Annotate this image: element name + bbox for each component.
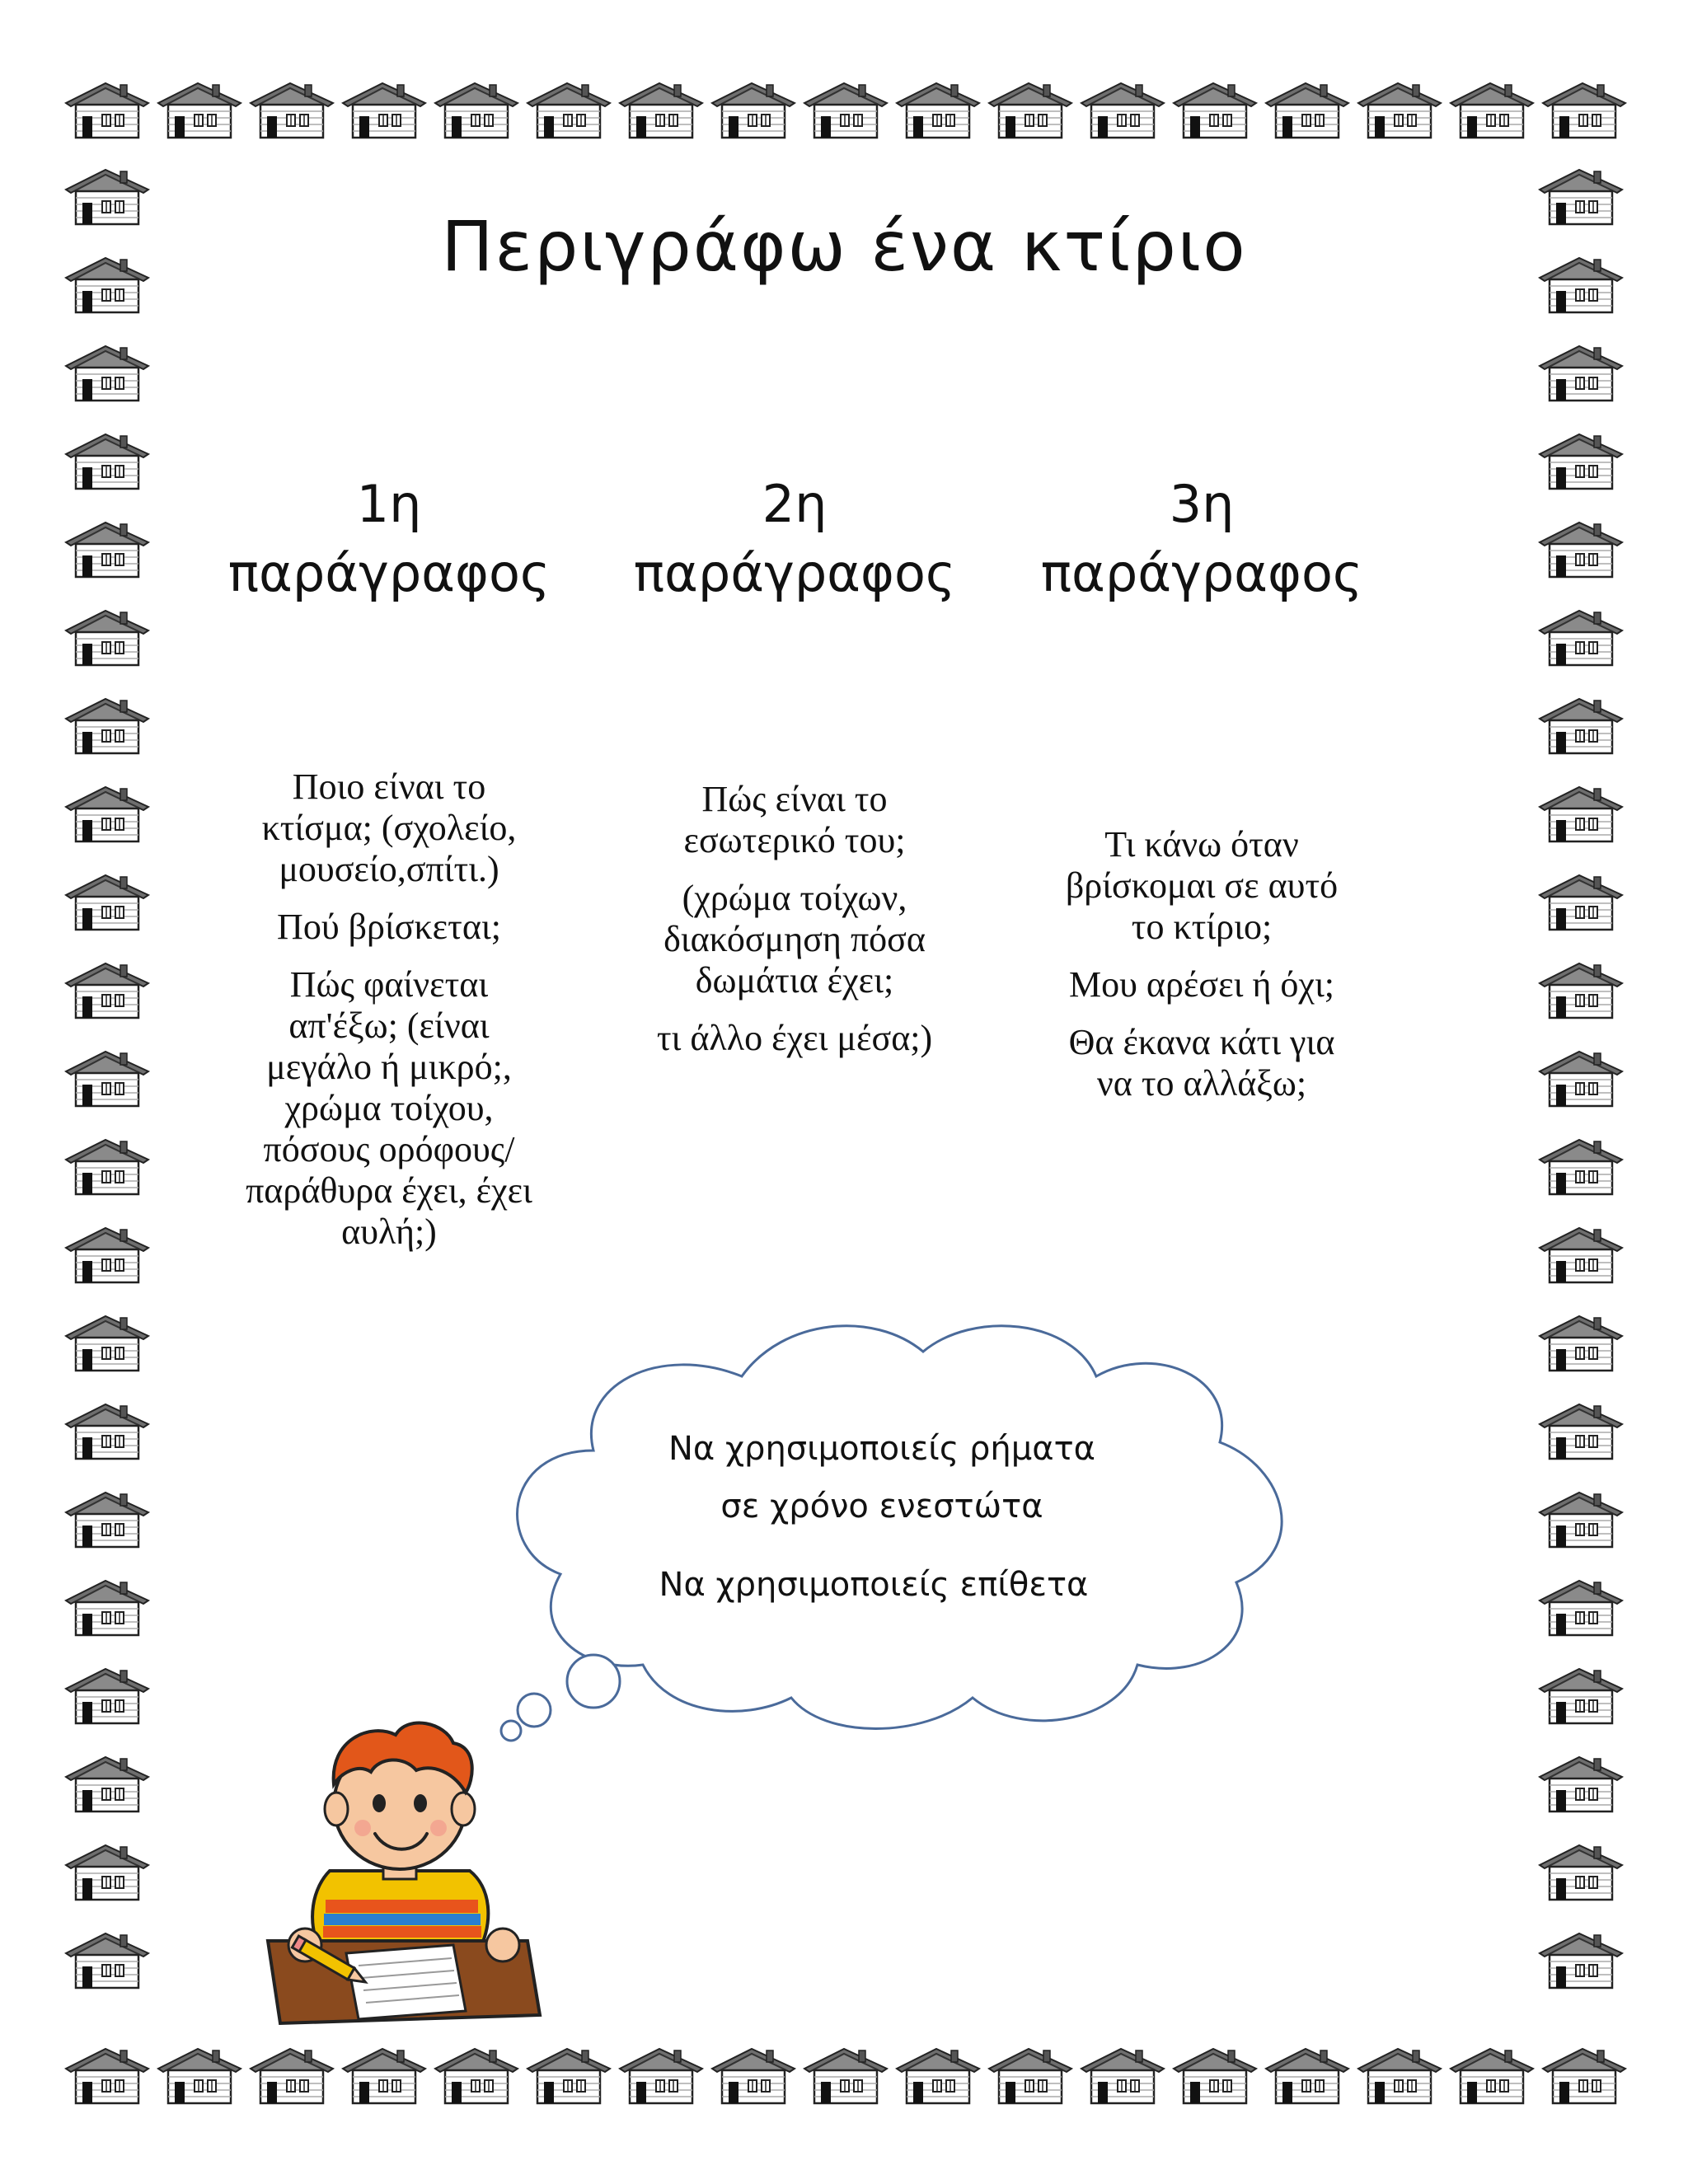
column-2-prompts <box>654 779 935 1076</box>
house-icon <box>66 1933 148 1988</box>
house-icon <box>620 2049 702 2103</box>
house-icon <box>158 83 241 138</box>
page-title: Περιγράφω ένα κτίριο <box>441 206 1247 287</box>
house-icon <box>66 83 148 138</box>
house-icon <box>158 2049 241 2103</box>
house-icon <box>1540 1052 1622 1106</box>
house-icon <box>1540 1228 1622 1282</box>
house-icon <box>897 2049 979 2103</box>
boy-writing-icon <box>256 1706 552 2027</box>
house-icon <box>989 83 1071 138</box>
prompt-text: Τι κάνω όταν βρίσκομαι σε αυτό το κτίριο; <box>1065 824 1339 947</box>
paragraph-label: παράγραφος <box>227 543 551 603</box>
house-icon <box>1174 2049 1256 2103</box>
house-icon <box>1540 1757 1622 1811</box>
bubble-line-3: Να χρησιμοποιείς επίθετα <box>659 1566 1089 1604</box>
house-icon <box>66 1757 148 1811</box>
house-icon <box>1081 2049 1164 2103</box>
paragraph-heading-1 <box>208 470 570 608</box>
house-icon <box>1540 1581 1622 1635</box>
house-icon <box>1081 83 1164 138</box>
column-1-prompts <box>241 766 537 1269</box>
thought-bubble <box>495 1310 1319 1755</box>
paragraph-number: 3η <box>1169 474 1235 534</box>
house-icon <box>1358 83 1441 138</box>
house-icon <box>66 1581 148 1635</box>
house-icon <box>435 2049 518 2103</box>
paragraph-heading-2 <box>613 470 976 608</box>
house-icon <box>66 611 148 665</box>
house-icon <box>66 434 148 489</box>
house-icon <box>343 2049 425 2103</box>
column-3-prompts <box>1053 824 1350 1121</box>
house-icon <box>989 2049 1071 2103</box>
house-icon <box>66 346 148 401</box>
house-icon <box>1451 83 1533 138</box>
house-icon <box>1540 787 1622 841</box>
house-icon <box>66 1052 148 1106</box>
prompt-text: τι άλλο έχει μέσα;) <box>656 1018 933 1058</box>
prompt-text: (χρώμα τοίχων, διακόσμηση πόσα δωμάτια έχει; <box>663 878 926 1001</box>
house-icon <box>1540 1140 1622 1194</box>
house-icon <box>66 1140 148 1194</box>
house-icon <box>1540 523 1622 577</box>
house-icon <box>1266 2049 1348 2103</box>
house-icon <box>1540 1845 1622 1900</box>
house-icon <box>897 83 979 138</box>
house-icon <box>712 83 795 138</box>
paragraph-label: παράγραφος <box>633 543 956 603</box>
house-icon <box>1540 346 1622 401</box>
prompt-text: Θα έκανα κάτι για να το αλλάξω; <box>1068 1022 1335 1104</box>
house-icon <box>66 1316 148 1371</box>
house-icon <box>1266 83 1348 138</box>
house-icon <box>66 787 148 841</box>
house-icon <box>66 1845 148 1900</box>
paragraph-number: 1η <box>356 474 422 534</box>
house-icon <box>1174 83 1256 138</box>
prompt-text: Μου αρέσει ή όχι; <box>1068 964 1335 1005</box>
house-icon <box>66 699 148 753</box>
bubble-line-1: Να χρησιμοποιείς ρήματα <box>668 1430 1096 1468</box>
house-icon <box>66 1493 148 1547</box>
house-icon <box>1543 83 1625 138</box>
paragraph-label: παράγραφος <box>1040 543 1363 603</box>
house-icon <box>1543 2049 1625 2103</box>
house-icon <box>66 523 148 577</box>
house-icon <box>1540 1404 1622 1459</box>
prompt-text: Πού βρίσκεται; <box>277 907 501 947</box>
paragraph-number: 2η <box>762 474 828 534</box>
house-icon <box>343 83 425 138</box>
house-icon <box>66 2049 148 2103</box>
house-icon <box>1540 875 1622 930</box>
paragraph-heading-3 <box>1020 470 1383 608</box>
prompt-text: Πώς είναι το εσωτερικό του; <box>683 779 906 860</box>
house-icon <box>528 83 610 138</box>
bubble-line-2: σε χρόνο ενεστώτα <box>720 1488 1043 1526</box>
house-icon <box>804 83 887 138</box>
house-icon <box>251 83 333 138</box>
house-icon <box>1540 1493 1622 1547</box>
house-icon <box>66 963 148 1018</box>
house-icon <box>66 1228 148 1282</box>
house-icon <box>804 2049 887 2103</box>
house-icon <box>528 2049 610 2103</box>
house-icon <box>1451 2049 1533 2103</box>
house-icon <box>1540 434 1622 489</box>
prompt-text: Πώς φαίνεται απ'έξω; (είναι μεγάλο ή μικρό;, χρώμα τοίχου, πόσους ορόφους/ παράθυρα έχει, έχει αυλή;) <box>246 964 532 1252</box>
prompt-text: Ποιο είναι το κτίσμα; (σχολείο, μουσείο,σπίτι.) <box>261 766 517 889</box>
house-icon <box>251 2049 333 2103</box>
house-icon <box>1540 1316 1622 1371</box>
house-icon <box>66 1404 148 1459</box>
house-icon <box>1540 963 1622 1018</box>
house-icon <box>1540 1933 1622 1988</box>
house-icon <box>1540 611 1622 665</box>
house-icon <box>66 875 148 930</box>
house-icon <box>435 83 518 138</box>
house-icon <box>1358 2049 1441 2103</box>
house-icon <box>712 2049 795 2103</box>
house-icon <box>1540 1669 1622 1723</box>
house-icon <box>66 1669 148 1723</box>
house-icon <box>1540 699 1622 753</box>
house-icon <box>620 83 702 138</box>
